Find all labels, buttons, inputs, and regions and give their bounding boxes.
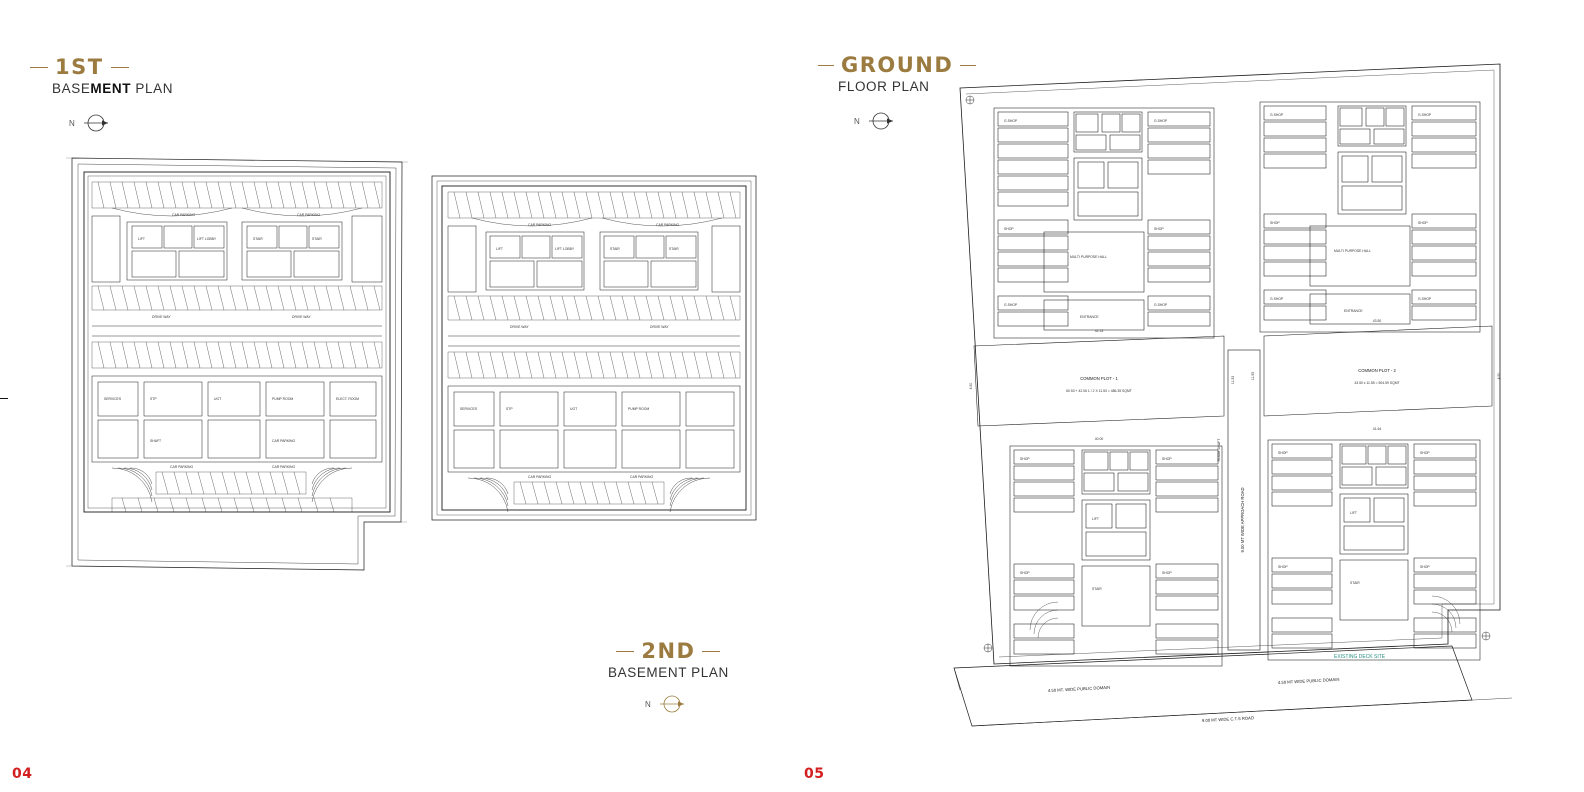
title-sub-bold: MENT [90,81,132,96]
room-label: ELECT. ROOM [336,397,359,401]
road-label: 4.50 MT WIDE PUBLIC DOMAIN [1277,676,1340,685]
title-sub-tail: PLAN [131,81,174,96]
room-label: DRIVE WAY [650,325,669,329]
title-sub-lead: BASEMENT PLAN [608,665,729,680]
unit-label: SHOP [1278,565,1288,569]
room-label: STAIR [669,247,679,251]
unit-label: SHOP [1162,457,1172,461]
road-label: 4.50 MT. WIDE PUBLIC DOMAIN [1047,684,1111,693]
dimension-label: 40.00 [1094,437,1104,441]
dimension-label: 42.13 [1094,329,1104,333]
unit-label: SHOP [1020,457,1030,461]
room-label: CAR PARKING [297,213,321,217]
title-dash-right [702,651,720,652]
unit-label: SHOP [1278,451,1288,455]
dimension-label: 41.64 [1372,427,1382,431]
title-dash-right [111,67,129,68]
unit-label: STAIR [1350,581,1360,585]
unit-label: LIFT [1092,517,1099,521]
title-1st-basement [30,56,173,96]
title-dash-left [818,65,834,66]
room-label: SHAFT [150,439,162,443]
page-number-left: 04 [12,766,33,782]
title-main-text: 1ST [55,55,104,79]
north-label: N [69,118,75,128]
title-sub [52,81,173,96]
dimension-label: 11.55 [1251,371,1255,381]
room-label: STAIR [312,237,322,241]
unit-label: SHOP [1420,451,1430,455]
unit-label: MULTI PURPOSE HALL [1334,249,1371,253]
room-label: STAIR [253,237,263,241]
page-right-ground-floor-plan [792,0,1584,792]
plan-ground-floor [952,50,1562,750]
north-label: N [645,699,651,709]
dimension-label: 43.50 [1372,319,1382,323]
title-2nd-basement [608,640,729,680]
room-label: CAR PARKING [170,465,194,469]
room-label: CAR PARKING [630,475,654,479]
title-dash-left [30,67,48,68]
unit-label: SHOP [1020,571,1030,575]
room-label: CAR PARKING [172,213,196,217]
unit-label: MULTI PURPOSE HALL [1070,255,1107,259]
room-label: LIFT LOBBY [555,247,575,251]
unit-label: G.SHOP [1004,119,1018,123]
title-dash-left [616,651,634,652]
page-number-right: 05 [804,766,825,782]
room-label: CAR PARKING [272,465,296,469]
page-edge-tick [0,398,8,399]
unit-label: G.SHOP [1418,297,1432,301]
unit-label: G.SHOP [1154,303,1168,307]
room-label: UGT [570,407,578,411]
north-label: N [854,116,860,126]
compass-icon [864,112,898,130]
room-label: CAR PARKING [656,223,680,227]
plan-1st-basement [52,150,412,580]
title-sub [608,665,729,680]
title-main-text: 2ND [641,639,696,663]
unit-label: ENTRANCE [1344,309,1363,313]
dimension-label: 11.53 [1231,375,1235,385]
green-note: EXISTING DECK SITE [1334,654,1386,660]
room-label: CAR PARKING [528,223,552,227]
north-arrow-3 [854,112,898,130]
compass-icon [655,695,689,713]
title-main-text: GROUND [841,53,954,77]
title-sub-lead: BASE [52,81,91,96]
title-row [608,640,729,662]
room-label: LIFT LOBBY [197,237,217,241]
compass-icon [79,114,113,132]
unit-label: SHOP [1004,227,1014,231]
unit-label: G.SHOP [1270,113,1284,117]
room-label: PUMP ROOM [628,407,650,411]
unit-label: LIFT [1350,511,1357,515]
unit-label: G.SHOP [1270,297,1284,301]
north-arrow-2 [645,695,689,713]
dimension-label: 4.50 [1497,372,1501,380]
dimension-label: 4.50 [969,382,973,390]
unit-label: SHOP [1162,571,1172,575]
room-label: SERVICES [104,397,122,401]
unit-label: G.SHOP [1418,113,1432,117]
room-label: PUMP ROOM [272,397,294,401]
room-label: CAR PARKING [272,439,296,443]
unit-label: SHOP [1270,221,1280,225]
title-row [30,56,173,78]
unit-label: SHOP [1418,221,1428,225]
room-label: STP [150,397,157,401]
unit-label: G.SHOP [1154,119,1168,123]
unit-label: SHOP [1420,565,1430,569]
unit-label: STAIR [1092,587,1102,591]
room-label: LIFT [496,247,503,251]
unit-label: SHOP [1154,227,1164,231]
north-arrow-1 [69,114,113,132]
room-label: DRIVE WAY [510,325,529,329]
room-label: LIFT [138,237,145,241]
room-label: CAR PARKING [528,475,552,479]
room-label: STP [506,407,513,411]
common-plot-calc: 43.50 x 11.55 = 504.59 SQMT [1354,381,1400,385]
room-label: STAIR [610,247,620,251]
road-label: 9.00 MT WIDE APPROACH ROAD [1240,487,1245,553]
common-plot-title: COMMON PLOT - 2 [1358,368,1396,373]
unit-label: ENTRANCE [1080,315,1099,319]
room-label: DRIVE WAY [152,315,171,319]
shaft-label: ROOM SHAFT [1217,438,1221,462]
room-label: UGT [214,397,222,401]
road-label: 9.00 MT WIDE C.T.S ROAD [1201,715,1255,723]
plan-2nd-basement [424,168,764,538]
room-label: SERVICES [460,407,478,411]
unit-label: G.SHOP [1004,303,1018,307]
common-plot-title: COMMON PLOT - 1 [1080,376,1118,381]
common-plot-calc: 60.53 + 42.06 1 / 2 X 11.53 = 486.35 SQMT [1066,389,1132,393]
room-label: DRIVE WAY [292,315,311,319]
title-sub-lead: FLOOR PLAN [838,79,930,94]
